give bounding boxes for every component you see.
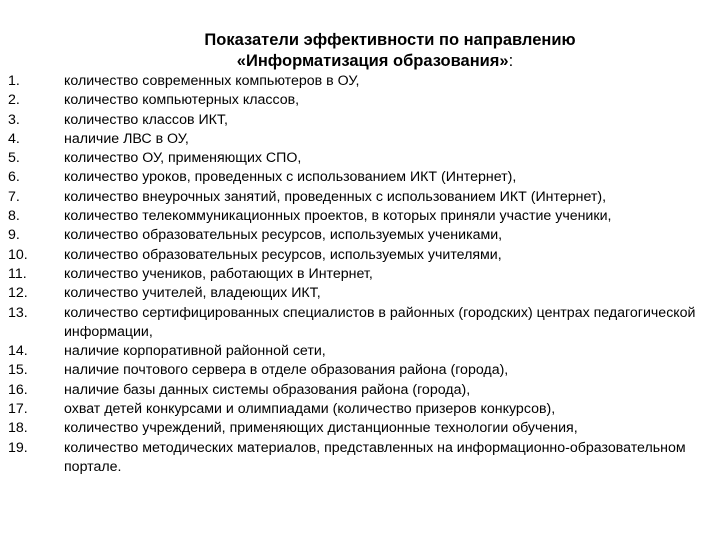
list-item (8, 111, 708, 130)
list-item (8, 188, 708, 207)
list-item (8, 168, 708, 187)
list-item-number: 4. (8, 130, 20, 147)
indicator-list (8, 72, 708, 477)
list-item-text: количество образовательных ресурсов, используемых учителями, (64, 246, 502, 263)
list-item (8, 342, 708, 361)
title-line-2-text: «Информатизация образования» (236, 52, 509, 70)
list-item (8, 91, 708, 110)
list-item-number: 18. (8, 420, 28, 437)
title-line-1: Показатели эффективности по направлению (204, 31, 576, 49)
list-item-number: 5. (8, 150, 20, 167)
list-item (8, 381, 708, 400)
list-item-text: количество компьютерных классов, (64, 92, 300, 109)
list-item-number: 16. (8, 381, 28, 398)
list-item (8, 439, 708, 478)
list-item-text: количество современных компьютеров в ОУ, (64, 73, 360, 89)
list-item-number: 19. (8, 439, 28, 456)
list-item-text: наличие корпоративной районной сети, (64, 343, 326, 360)
list-item-number: 1. (8, 73, 20, 89)
slide-title (0, 30, 720, 72)
list-item (8, 304, 708, 343)
list-item-text: количество методических материалов, представленных на информационно-образовательном портале. (64, 439, 686, 475)
list-item-number: 3. (8, 111, 20, 128)
list-item-text: количество учителей, владеющих ИКТ, (64, 285, 321, 302)
list-item-number: 10. (8, 246, 28, 263)
list-item-text: количество учреждений, применяющих дистанционные технологии обучения, (64, 420, 578, 437)
list-item-text: наличие ЛВС в ОУ, (64, 130, 189, 147)
list-item-number: 17. (8, 401, 28, 418)
title-line-2 (0, 51, 720, 72)
list-item-text: наличие базы данных системы образования района (города), (64, 381, 471, 398)
list-item-number: 12. (8, 285, 28, 302)
list-item (8, 72, 708, 91)
list-item-text: количество сертифицированных специалистов в районных (городских) центрах педагогической информации, (64, 304, 696, 340)
list-item-text: наличие почтового сервера в отделе образования района (города), (64, 362, 509, 379)
list-item-text: охват детей конкурсами и олимпиадами (количество призеров конкурсов), (64, 401, 556, 418)
list-item (8, 149, 708, 168)
list-item-number: 13. (8, 304, 28, 321)
list-item-text: количество образовательных ресурсов, используемых учениками, (64, 227, 503, 244)
list-item-text: количество классов ИКТ, (64, 111, 228, 128)
list-item-number: 11. (8, 265, 27, 282)
list-item (8, 284, 708, 303)
title-colon: : (508, 52, 514, 70)
list-item (8, 246, 708, 265)
list-item (8, 419, 708, 438)
list-item (8, 400, 708, 419)
list-item-number: 9. (8, 227, 20, 244)
list-item (8, 130, 708, 149)
list-item-text: количество телекоммуникационных проектов, в которых приняли участие ученики, (64, 208, 612, 225)
list-item-number: 2. (8, 92, 20, 109)
list-item-text: количество учеников, работающих в Интернет, (64, 265, 373, 282)
list-item-number: 14. (8, 343, 28, 360)
list-item-text: количество уроков, проведенных с использованием ИКТ (Интернет), (64, 169, 517, 186)
list-item-text: количество ОУ, применяющих СПО, (64, 150, 302, 167)
list-item-text: количество внеурочных занятий, проведенных с использованием ИКТ (Интернет), (64, 188, 607, 205)
list-item-number: 6. (8, 169, 20, 186)
list-item-number: 7. (8, 188, 20, 205)
list-item-number: 15. (8, 362, 28, 379)
list-item (8, 265, 708, 284)
list-item (8, 207, 708, 226)
list-item (8, 226, 708, 245)
list-item (8, 361, 708, 380)
list-item-number: 8. (8, 208, 20, 225)
